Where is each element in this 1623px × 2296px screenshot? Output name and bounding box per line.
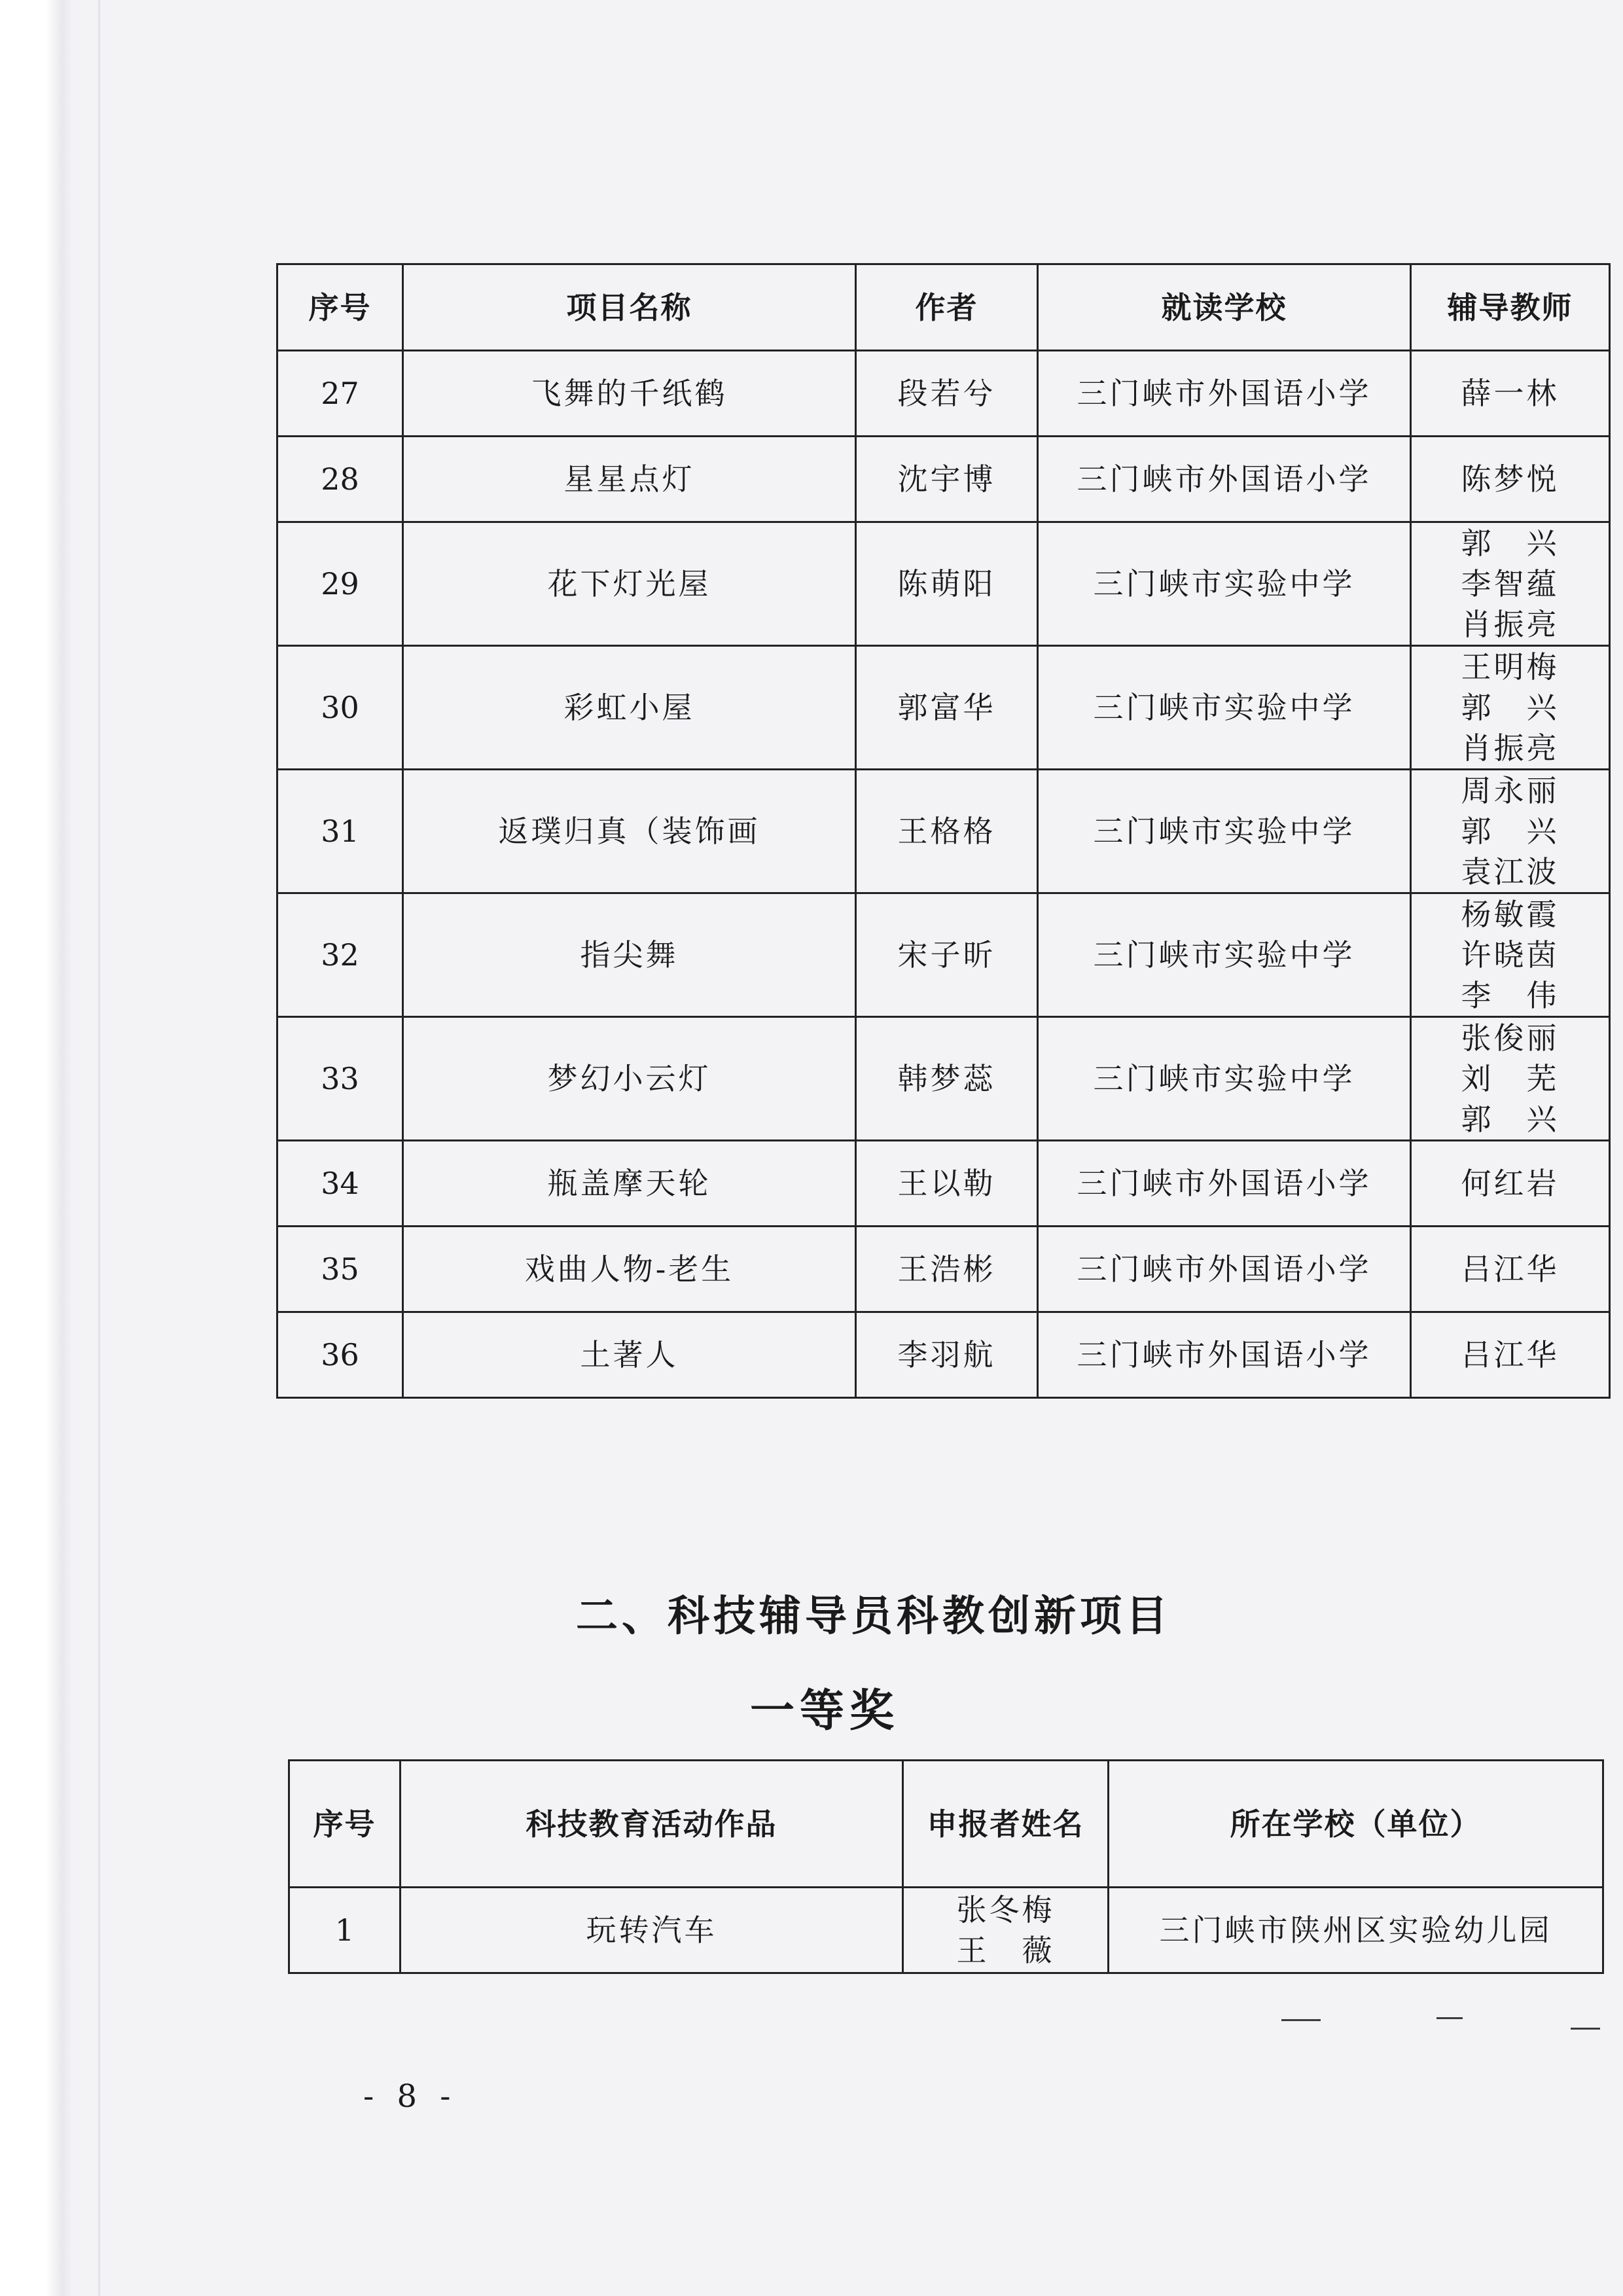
teacher-name: 薛一林 <box>1461 376 1560 411</box>
header-cell: 序号 <box>277 264 403 351</box>
table-row <box>277 351 1610 437</box>
teacher-name: 许晓茵 <box>1461 937 1560 973</box>
school: 三门峡市外国语小学 <box>1038 351 1411 437</box>
project-name: 戏曲人物-老生 <box>403 1227 856 1312</box>
teachers <box>1411 1017 1610 1141</box>
school: 三门峡市外国语小学 <box>1038 1141 1411 1227</box>
award-heading: 一等奖 <box>749 1685 899 1737</box>
row-number: 34 <box>277 1141 403 1227</box>
table-row <box>277 522 1610 646</box>
teachers <box>1411 646 1610 770</box>
teachers <box>1411 770 1610 893</box>
teacher-name: 张俊丽 <box>1461 1020 1560 1056</box>
teacher-name: 吕江华 <box>1461 1337 1560 1372</box>
row-number: 32 <box>277 893 403 1017</box>
header-cell: 辅导教师 <box>1411 264 1610 351</box>
row-number: 28 <box>277 437 403 522</box>
award-table-continued <box>276 263 1611 1399</box>
row-number: 33 <box>277 1017 403 1141</box>
teacher-name: 肖振亮 <box>1461 607 1560 642</box>
table-row <box>277 1227 1610 1312</box>
teachers <box>1411 893 1610 1017</box>
project-name: 梦幻小云灯 <box>403 1017 856 1141</box>
author: 陈萌阳 <box>856 522 1038 646</box>
table-header-row <box>277 264 1610 351</box>
row-number: 35 <box>277 1227 403 1312</box>
table-row <box>277 437 1610 522</box>
author: 王浩彬 <box>856 1227 1038 1312</box>
scan-mark <box>1281 2019 1321 2021</box>
header-cell: 科技教育活动作品 <box>401 1761 903 1888</box>
author: 韩梦蕊 <box>856 1017 1038 1141</box>
header-cell: 就读学校 <box>1038 264 1411 351</box>
header-cell: 序号 <box>289 1761 401 1888</box>
header-cell: 项目名称 <box>403 264 856 351</box>
author: 王以勒 <box>856 1141 1038 1227</box>
teacher-name: 周永丽 <box>1461 773 1560 808</box>
teachers <box>1411 1141 1610 1227</box>
author: 宋子昕 <box>856 893 1038 1017</box>
table-row <box>277 1312 1610 1398</box>
school: 三门峡市实验中学 <box>1038 646 1411 770</box>
applicant-name: 王 薇 <box>956 1933 1055 1968</box>
table-header-row <box>289 1761 1603 1888</box>
scan-mark <box>1436 2017 1463 2019</box>
school: 三门峡市外国语小学 <box>1038 1312 1411 1398</box>
table-row <box>277 770 1610 893</box>
teachers <box>1411 1312 1610 1398</box>
table-row <box>277 1017 1610 1141</box>
teacher-name: 吕江华 <box>1461 1251 1560 1287</box>
author: 王格格 <box>856 770 1038 893</box>
school: 三门峡市实验中学 <box>1038 522 1411 646</box>
teacher-name: 袁江波 <box>1461 854 1560 889</box>
project-name: 指尖舞 <box>403 893 856 1017</box>
teacher-name: 郭 兴 <box>1461 814 1560 849</box>
teacher-name: 郭 兴 <box>1461 526 1560 561</box>
school: 三门峡市实验中学 <box>1038 893 1411 1017</box>
teacher-name: 王明梅 <box>1461 649 1560 685</box>
header-cell: 所在学校（单位） <box>1109 1761 1603 1888</box>
row-number: 30 <box>277 646 403 770</box>
author: 段若兮 <box>856 351 1038 437</box>
binding-edge <box>0 0 72 2296</box>
project-name: 花下灯光屋 <box>403 522 856 646</box>
author: 李羽航 <box>856 1312 1038 1398</box>
school: 三门峡市实验中学 <box>1038 770 1411 893</box>
teacher-name: 郭 兴 <box>1461 1102 1560 1137</box>
page-number: - 8 - <box>363 2078 457 2115</box>
teacher-name: 郭 兴 <box>1461 690 1560 725</box>
teacher-name: 何红岩 <box>1461 1166 1560 1201</box>
teacher-name: 李 伟 <box>1461 978 1560 1013</box>
project-name: 瓶盖摩天轮 <box>403 1141 856 1227</box>
teacher-name: 刘 芜 <box>1461 1061 1560 1096</box>
teacher-name: 陈梦悦 <box>1461 461 1560 497</box>
table-row <box>289 1888 1603 1973</box>
teachers <box>1411 351 1610 437</box>
scan-mark <box>1571 2028 1600 2030</box>
school: 三门峡市实验中学 <box>1038 1017 1411 1141</box>
teacher-name: 杨敏霞 <box>1461 897 1560 932</box>
author: 沈宇博 <box>856 437 1038 522</box>
project-name: 彩虹小屋 <box>403 646 856 770</box>
teachers <box>1411 437 1610 522</box>
header-cell: 申报者姓名 <box>903 1761 1109 1888</box>
table-row <box>277 893 1610 1017</box>
binding-line <box>98 0 100 2296</box>
applicants <box>903 1888 1109 1973</box>
project-name: 星星点灯 <box>403 437 856 522</box>
project-name: 飞舞的千纸鹤 <box>403 351 856 437</box>
project-name: 返璞归真（装饰画 <box>403 770 856 893</box>
work-title: 玩转汽车 <box>401 1888 903 1973</box>
table-row <box>277 646 1610 770</box>
section-heading: 二、科技辅导员科教创新项目 <box>576 1592 1171 1641</box>
first-prize-table <box>288 1759 1604 1974</box>
table-row <box>277 1141 1610 1227</box>
school: 三门峡市外国语小学 <box>1038 437 1411 522</box>
teachers <box>1411 1227 1610 1312</box>
author: 郭富华 <box>856 646 1038 770</box>
row-number: 1 <box>289 1888 401 1973</box>
row-number: 31 <box>277 770 403 893</box>
school: 三门峡市外国语小学 <box>1038 1227 1411 1312</box>
unit: 三门峡市陕州区实验幼儿园 <box>1109 1888 1603 1973</box>
row-number: 27 <box>277 351 403 437</box>
teachers <box>1411 522 1610 646</box>
row-number: 36 <box>277 1312 403 1398</box>
teacher-name: 李智蕴 <box>1461 566 1560 601</box>
teacher-name: 肖振亮 <box>1461 730 1560 766</box>
applicant-name: 张冬梅 <box>956 1892 1055 1928</box>
project-name: 土著人 <box>403 1312 856 1398</box>
row-number: 29 <box>277 522 403 646</box>
header-cell: 作者 <box>856 264 1038 351</box>
